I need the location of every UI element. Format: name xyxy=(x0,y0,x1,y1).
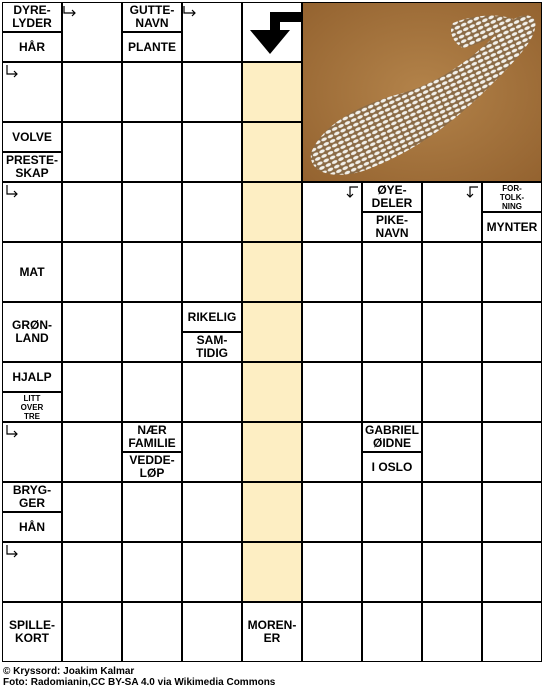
answer-cell[interactable] xyxy=(302,602,362,662)
arrow-right-down-icon xyxy=(4,184,20,200)
answer-cell[interactable] xyxy=(482,602,542,662)
photo-credit: Foto: Radomianin,CC BY-SA 4.0 via Wikimedia Commons xyxy=(3,677,276,688)
arrow-right-down-icon xyxy=(4,424,20,440)
solution-cell[interactable] xyxy=(242,542,302,602)
answer-cell[interactable] xyxy=(482,242,542,302)
answer-cell[interactable] xyxy=(302,542,362,602)
clue-hjalp: HJALP xyxy=(2,362,62,392)
answer-cell[interactable] xyxy=(62,302,122,362)
answer-cell[interactable] xyxy=(62,242,122,302)
solution-cell[interactable] xyxy=(242,362,302,422)
sheep-flock-photo xyxy=(302,2,542,182)
clue-guttenavn: GUTTE- NAVN xyxy=(122,2,182,32)
answer-cell[interactable] xyxy=(482,362,542,422)
clue-veddelop: VEDDE- LØP xyxy=(122,452,182,482)
answer-cell[interactable] xyxy=(362,482,422,542)
answer-cell[interactable] xyxy=(302,362,362,422)
answer-cell[interactable] xyxy=(482,302,542,362)
answer-cell[interactable] xyxy=(62,542,122,602)
answer-cell[interactable] xyxy=(122,542,182,602)
solution-cell[interactable] xyxy=(242,62,302,122)
clue-mynter: MYNTER xyxy=(482,212,542,242)
answer-cell[interactable] xyxy=(182,362,242,422)
credits xyxy=(3,666,275,688)
answer-cell[interactable] xyxy=(422,362,482,422)
arrow-left-down-icon xyxy=(344,184,360,200)
answer-cell[interactable] xyxy=(122,62,182,122)
solution-cell[interactable] xyxy=(242,242,302,302)
arrow-down-icon xyxy=(246,8,302,56)
clue-oyedeler: ØYE- DELER xyxy=(362,182,422,212)
answer-cell[interactable] xyxy=(182,422,242,482)
arrow-right-down-icon xyxy=(4,544,20,560)
solution-cell[interactable] xyxy=(242,182,302,242)
answer-cell[interactable] xyxy=(362,602,422,662)
clue-plante: PLANTE xyxy=(122,32,182,62)
photo-image xyxy=(303,3,541,181)
answer-cell[interactable] xyxy=(122,302,182,362)
answer-cell[interactable] xyxy=(62,62,122,122)
answer-cell[interactable] xyxy=(302,422,362,482)
answer-cell[interactable] xyxy=(122,122,182,182)
clue-gabriel-oidne: GABRIEL ØIDNE xyxy=(362,422,422,452)
answer-cell[interactable] xyxy=(182,482,242,542)
answer-cell[interactable] xyxy=(362,242,422,302)
clue-samtidig: SAM- TIDIG xyxy=(182,332,242,362)
answer-cell[interactable] xyxy=(62,182,122,242)
clue-i-oslo: I OSLO xyxy=(362,452,422,482)
answer-cell[interactable] xyxy=(302,302,362,362)
clue-gronland: GRØN- LAND xyxy=(2,302,62,362)
answer-cell[interactable] xyxy=(122,242,182,302)
solution-cell[interactable] xyxy=(242,302,302,362)
author-credit: © Kryssord: Joakim Kalmar xyxy=(3,666,135,677)
clue-naer-familie: NÆR FAMILIE xyxy=(122,422,182,452)
solution-cell[interactable] xyxy=(242,482,302,542)
crossword-grid xyxy=(2,2,542,662)
answer-cell[interactable] xyxy=(182,122,242,182)
answer-cell[interactable] xyxy=(182,242,242,302)
arrow-right-down-icon xyxy=(182,4,198,20)
answer-cell[interactable] xyxy=(182,602,242,662)
answer-cell[interactable] xyxy=(302,482,362,542)
clue-han: HÅN xyxy=(2,512,62,542)
answer-cell[interactable] xyxy=(422,542,482,602)
clue-volve: VOLVE xyxy=(2,122,62,152)
answer-cell[interactable] xyxy=(62,602,122,662)
answer-cell[interactable] xyxy=(122,482,182,542)
arrow-right-down-icon xyxy=(4,64,20,80)
answer-cell[interactable] xyxy=(422,422,482,482)
clue-dyrelyder: DYRE- LYDER xyxy=(2,2,62,32)
clue-morener: MOREN- ER xyxy=(242,602,302,662)
answer-cell[interactable] xyxy=(122,602,182,662)
answer-cell[interactable] xyxy=(422,242,482,302)
answer-cell[interactable] xyxy=(482,422,542,482)
clue-spillekort: SPILLE- KORT xyxy=(2,602,62,662)
answer-cell[interactable] xyxy=(122,182,182,242)
answer-cell[interactable] xyxy=(302,242,362,302)
clue-mat: MAT xyxy=(2,242,62,302)
answer-cell[interactable] xyxy=(62,422,122,482)
arrow-right-down-icon xyxy=(62,4,78,20)
answer-cell[interactable] xyxy=(362,302,422,362)
answer-cell[interactable] xyxy=(422,482,482,542)
answer-cell[interactable] xyxy=(422,302,482,362)
solution-cell[interactable] xyxy=(242,422,302,482)
answer-cell[interactable] xyxy=(182,542,242,602)
answer-cell[interactable] xyxy=(122,362,182,422)
clue-presteskap: PRESTE- SKAP xyxy=(2,152,62,182)
answer-cell[interactable] xyxy=(422,602,482,662)
clue-brygger: BRYG- GER xyxy=(2,482,62,512)
arrow-left-down-icon xyxy=(464,184,480,200)
answer-cell[interactable] xyxy=(62,362,122,422)
answer-cell[interactable] xyxy=(62,482,122,542)
solution-cell[interactable] xyxy=(242,122,302,182)
answer-cell[interactable] xyxy=(362,542,422,602)
answer-cell[interactable] xyxy=(362,362,422,422)
clue-fortolkning: FOR- TOLK- NING xyxy=(482,182,542,212)
answer-cell[interactable] xyxy=(62,122,122,182)
clue-pikenavn: PIKE- NAVN xyxy=(362,212,422,242)
answer-cell[interactable] xyxy=(182,62,242,122)
answer-cell[interactable] xyxy=(482,482,542,542)
clue-litt-over-tre: LITT OVER TRE xyxy=(2,392,62,422)
answer-cell[interactable] xyxy=(482,542,542,602)
clue-rikelig: RIKELIG xyxy=(182,302,242,332)
clue-har: HÅR xyxy=(2,32,62,62)
answer-cell[interactable] xyxy=(182,182,242,242)
